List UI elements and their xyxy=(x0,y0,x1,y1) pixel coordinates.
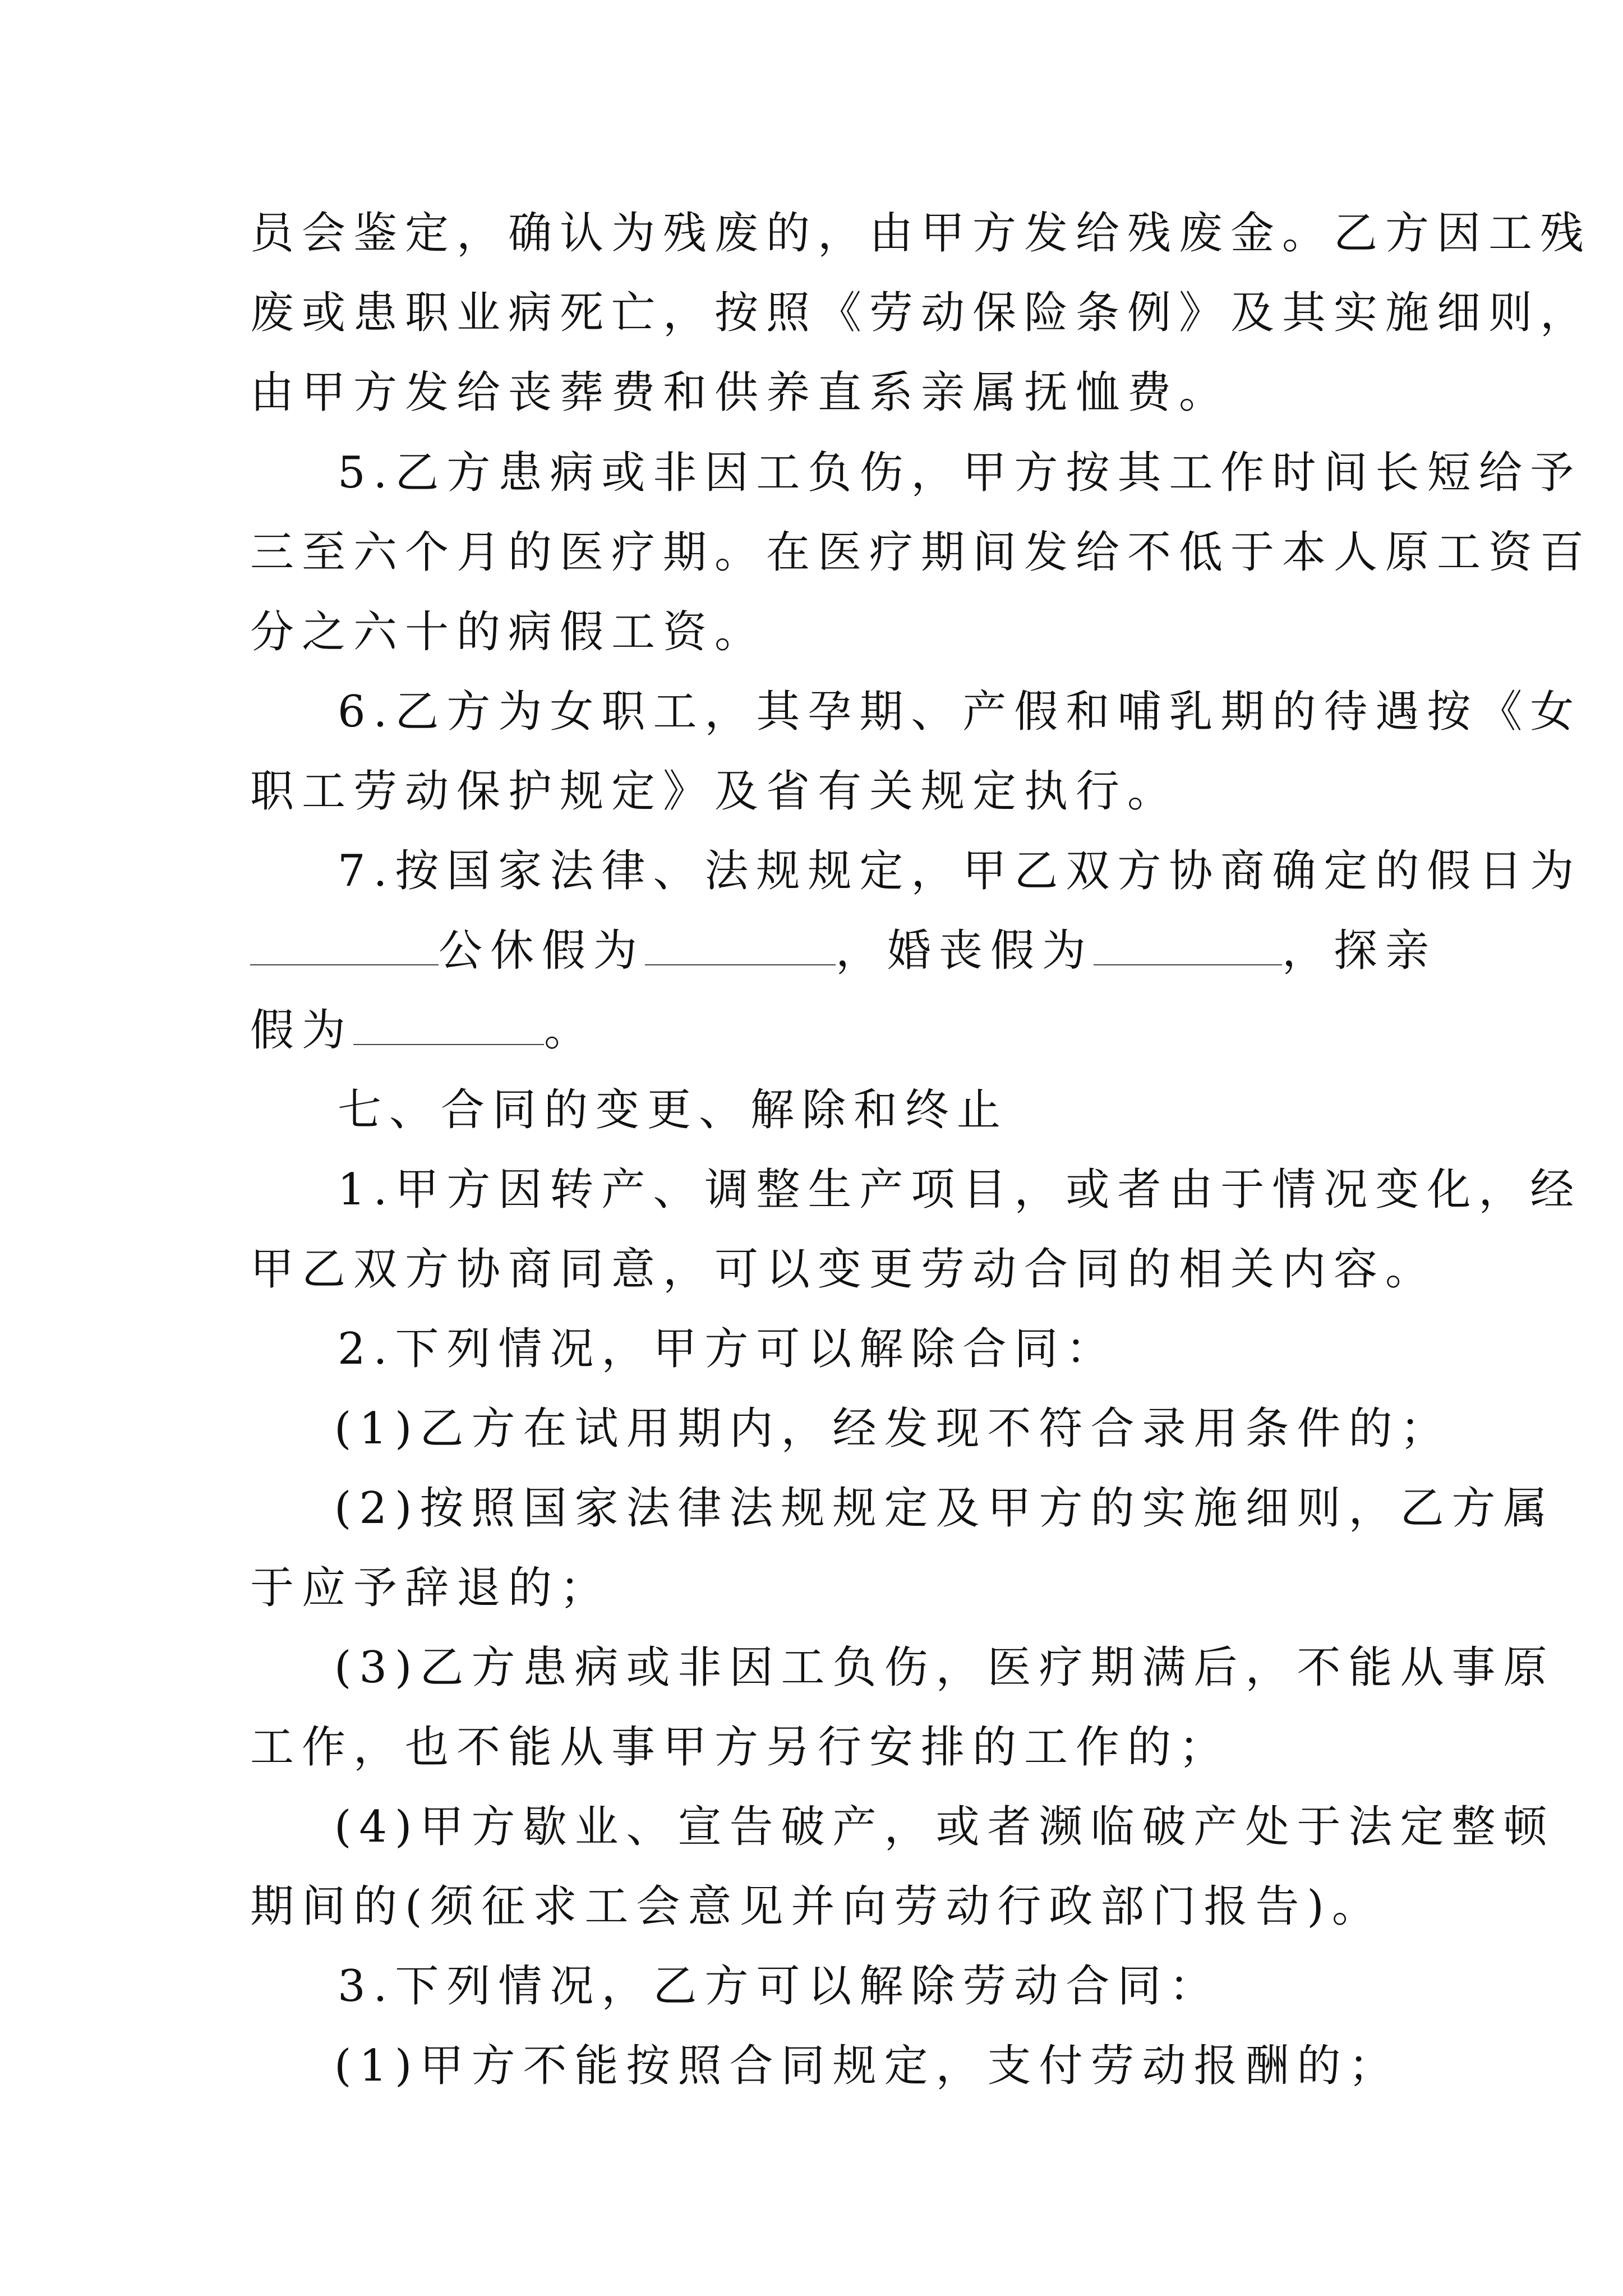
blank-field[interactable] xyxy=(1094,932,1282,965)
paragraph-line: 员会鉴定，确认为残废的，由甲方发给残废金。乙方因工残 xyxy=(250,208,1592,259)
family-leave-label: ，探亲 xyxy=(1282,926,1437,976)
paragraph-line: 分之六十的病假工资。 xyxy=(250,607,767,657)
paragraph-line: (4)甲方歇业、宣告破产，或者濒临破产处于法定整顿 xyxy=(334,1802,1555,1852)
paragraph-line: 由甲方发给丧葬费和供养直系亲属抚恤费。 xyxy=(250,367,1231,418)
paragraph-line: 7.按国家法律、法规规定，甲乙双方协商确定的假日为 xyxy=(338,846,1582,896)
paragraph-line: 甲乙双方协商同意，可以变更劳动合同的相关内容。 xyxy=(250,1244,1437,1295)
blank-field[interactable] xyxy=(353,1011,544,1045)
paragraph-line: (1)乙方在试用期内，经发现不符合录用条件的； xyxy=(334,1404,1452,1454)
paragraph-line: 三至六个月的医疗期。在医疗期间发给不低于本人原工资百 xyxy=(250,527,1592,578)
paragraph-line: 2.下列情况，甲方可以解除合同： xyxy=(338,1324,1118,1374)
paragraph-line: (2)按照国家法律法规规定及甲方的实施细则，乙方属 xyxy=(334,1483,1555,1534)
paragraph-line: (3)乙方患病或非因工负伤，医疗期满后，不能从事原 xyxy=(334,1642,1555,1693)
family-leave-label-2: 假为 xyxy=(250,1005,354,1056)
public-holiday-label: 公休假为 xyxy=(439,926,645,976)
paragraph-line: 3.下列情况，乙方可以解除劳动合同： xyxy=(338,1961,1221,2012)
blank-field[interactable] xyxy=(645,932,836,965)
paragraph-line: 工作，也不能从事甲方另行安排的工作的； xyxy=(250,1722,1231,1773)
holiday-line xyxy=(250,923,1437,979)
paragraph-line: 期间的(须征求工会意见并向劳动行政部门报告)。 xyxy=(250,1881,1384,1932)
section-heading: 七、合同的变更、解除和终止 xyxy=(338,1085,1009,1135)
paragraph-line: 废或患职业病死亡，按照《劳动保险条例》及其实施细则， xyxy=(250,288,1592,338)
paragraph-line: (1)甲方不能按照合同规定，支付劳动报酬的； xyxy=(334,2041,1400,2091)
holiday-line-2 xyxy=(250,1002,596,1059)
sentence-end: 。 xyxy=(544,1005,596,1056)
blank-field[interactable] xyxy=(250,932,439,965)
paragraph-line: 5.乙方患病或非因工负伤，甲方按其工作时间长短给予 xyxy=(338,448,1582,498)
paragraph-line: 于应予辞退的； xyxy=(250,1563,612,1613)
paragraph-line: 职工劳动保护规定》及省有关规定执行。 xyxy=(250,766,1179,817)
paragraph-line: 1.甲方因转产、调整生产项目，或者由于情况变化，经 xyxy=(338,1165,1582,1215)
paragraph-line: 6.乙方为女职工，其孕期、产假和哺乳期的待遇按《女 xyxy=(338,687,1582,737)
marriage-leave-label: ，婚丧假为 xyxy=(836,926,1094,976)
